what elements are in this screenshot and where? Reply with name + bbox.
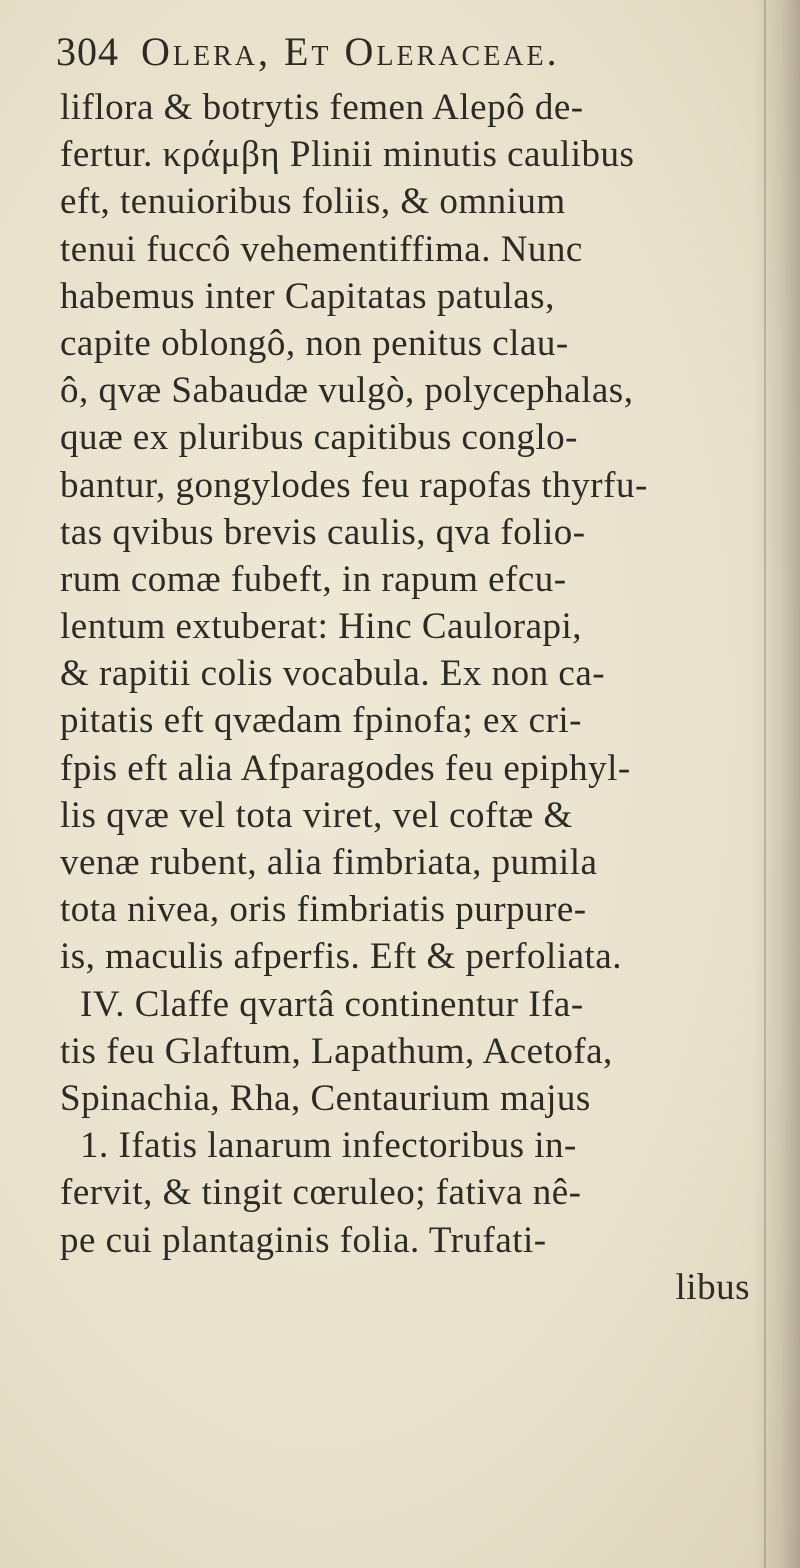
text-line: tas qvibus brevis caulis, qva folio- — [60, 511, 586, 553]
text-line: habemus inter Capitatas patulas, — [60, 275, 555, 317]
page-number: 304 — [56, 29, 119, 74]
text-line: liflora & botrytis femen Alepô de- — [60, 87, 584, 128]
text-line: eft, tenuioribus foliis, & omnium — [60, 181, 566, 223]
text-line: rum comæ fubeft, in rapum efcu- — [60, 558, 567, 600]
text-line: tenui fuccô vehementiffima. Nunc — [60, 228, 583, 270]
text-line: fervit, & tingit cœruleo; fativa nê- — [60, 1172, 582, 1214]
page-edge-line — [764, 0, 766, 1568]
text-line: Spinachia, Rha, Centaurium majus — [60, 1077, 591, 1119]
text-line: lis qvæ vel tota viret, vel coftæ & — [60, 794, 573, 836]
numbered-paragraph-line: 1. Ifatis lanarum infectoribus in- — [80, 1125, 577, 1167]
text-line: bantur, gongylodes feu rapofas thyrfu- — [60, 464, 648, 506]
text-line: pe cui plantaginis folia. Trufati- — [60, 1219, 547, 1261]
text-line: tota nivea, oris fimbriatis purpure- — [60, 889, 587, 931]
text-line: ô, qvæ Sabaudæ vulgò, polycephalas, — [60, 370, 634, 412]
text-line: fpis eft alia Afparagodes feu epiphyl- — [60, 747, 631, 789]
body-text — [60, 84, 760, 1311]
page-header — [56, 28, 756, 88]
section-heading-line: IV. Claffe qvartâ continentur Ifa- — [80, 983, 584, 1025]
running-head: Olera, Et Oleraceae. — [141, 29, 560, 74]
catchword: libus — [675, 1266, 750, 1308]
text-line: pitatis eft qvædam fpinofa; ex cri- — [60, 700, 582, 742]
text-line: quæ ex pluribus capitibus conglo- — [60, 417, 578, 459]
text-line: capite oblongô, non penitus clau- — [60, 322, 569, 364]
text-line: tis feu Glaftum, Lapathum, Acetofa, — [60, 1030, 613, 1072]
text-line: venæ rubent, alia fimbriata, pumila — [60, 842, 598, 883]
text-line: is, maculis afperfis. Eft & perfoliata. — [60, 936, 622, 978]
text-line: & rapitii colis vocabula. Ex non ca- — [60, 653, 606, 695]
text-line: fertur. κράμβη Plinii minutis caulibus — [60, 134, 635, 176]
text-line: lentum extuberat: Hinc Caulorapi, — [60, 606, 583, 648]
